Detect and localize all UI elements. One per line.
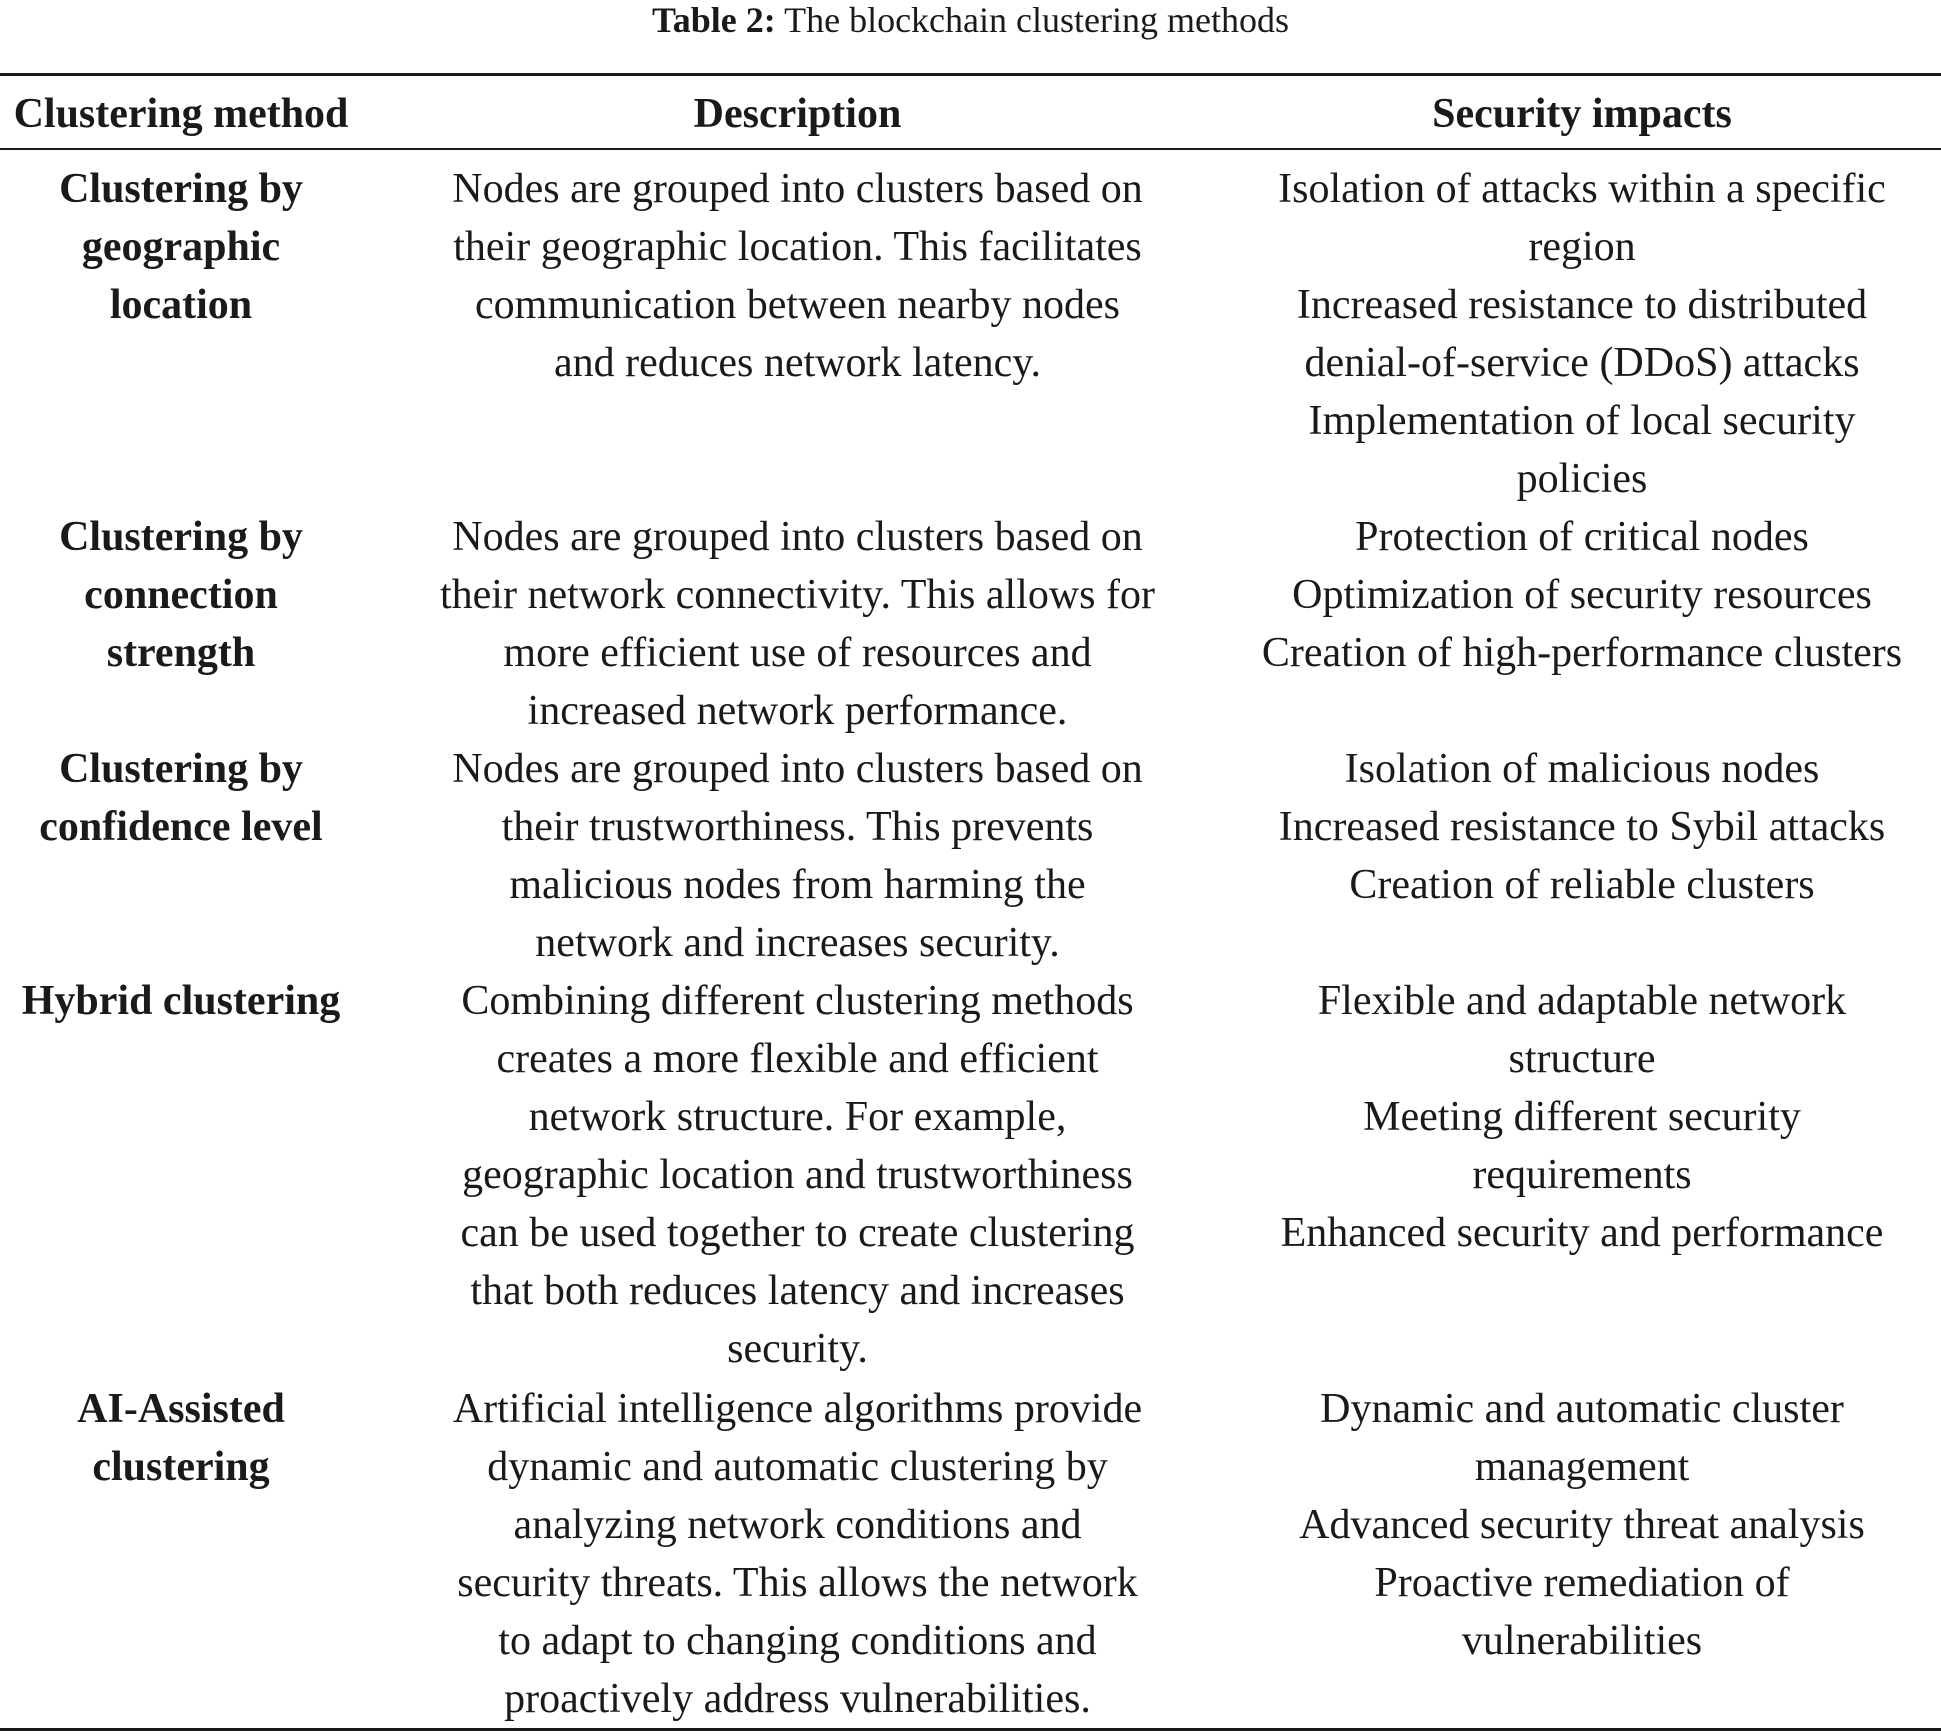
security-cell	[1223, 508, 1941, 682]
security-line: Proactive remediation of	[1374, 1560, 1790, 1606]
description-line: Artificial intelligence algorithms provide	[452, 1386, 1143, 1432]
description-line: that both reduces latency and increases	[470, 1268, 1125, 1314]
security-line: Increased resistance to Sybil attacks	[1278, 804, 1886, 850]
description-line: Nodes are grouped into clusters based on	[452, 166, 1143, 212]
header-rule	[0, 148, 1941, 150]
security-line: Dynamic and automatic cluster	[1320, 1386, 1844, 1432]
method-cell	[0, 740, 362, 856]
security-cell	[1223, 972, 1941, 1262]
security-cell	[1223, 1380, 1941, 1670]
security-line: Flexible and adaptable network	[1317, 978, 1847, 1024]
description-cell	[400, 508, 1195, 740]
method-line: connection	[84, 572, 278, 618]
description-cell	[400, 1380, 1195, 1728]
method-cell	[0, 1380, 362, 1496]
method-line: AI-Assisted	[77, 1386, 285, 1432]
security-line: Meeting different security	[1363, 1094, 1801, 1140]
security-line: management	[1474, 1444, 1690, 1490]
description-line: Combining different clustering methods	[461, 978, 1134, 1024]
security-line: Advanced security threat analysis	[1299, 1502, 1865, 1548]
description-line: increased network performance.	[527, 688, 1068, 734]
description-line: proactively address vulnerabilities.	[504, 1676, 1091, 1722]
description-line: and reduces network latency.	[553, 340, 1042, 386]
description-line: can be used together to create clustering	[460, 1210, 1135, 1256]
security-line: denial-of-service (DDoS) attacks	[1304, 340, 1860, 386]
table-caption	[0, 0, 1941, 40]
security-line: policies	[1516, 456, 1648, 502]
description-line: geographic location and trustworthiness	[462, 1152, 1133, 1198]
table-caption-label: Table 2:	[652, 0, 776, 40]
description-line: their network connectivity. This allows for	[439, 572, 1155, 618]
bottom-rule	[0, 1728, 1941, 1731]
method-cell	[0, 160, 362, 334]
description-line: creates a more flexible and efficient	[496, 1036, 1099, 1082]
method-line: geographic	[81, 224, 281, 270]
method-cell	[0, 508, 362, 682]
security-line: Protection of critical nodes	[1355, 514, 1809, 560]
description-line: more efficient use of resources and	[503, 630, 1092, 676]
description-line: Nodes are grouped into clusters based on	[452, 746, 1143, 792]
description-line: security threats. This allows the network	[457, 1560, 1138, 1606]
method-line: Clustering by	[59, 166, 303, 212]
security-cell	[1223, 160, 1941, 508]
description-line: security.	[727, 1326, 868, 1372]
method-line: Hybrid clustering	[21, 978, 341, 1024]
header-description: Description	[693, 91, 902, 137]
security-cell	[1223, 740, 1941, 914]
security-line: Optimization of security resources	[1292, 572, 1872, 618]
security-line: structure	[1508, 1036, 1656, 1082]
method-line: location	[109, 282, 253, 328]
security-line: requirements	[1472, 1152, 1692, 1198]
method-line: strength	[106, 630, 256, 676]
top-rule	[0, 73, 1941, 76]
security-line: Increased resistance to distributed	[1296, 282, 1868, 328]
method-cell	[0, 972, 362, 1030]
description-cell	[400, 972, 1195, 1378]
description-line: dynamic and automatic clustering by	[487, 1444, 1108, 1490]
method-line: confidence level	[39, 804, 323, 850]
security-line: Implementation of local security	[1308, 398, 1856, 444]
security-line: vulnerabilities	[1461, 1618, 1703, 1664]
description-line: network and increases security.	[535, 920, 1060, 966]
description-line: communication between nearby nodes	[475, 282, 1120, 328]
description-line: to adapt to changing conditions and	[498, 1618, 1097, 1664]
header-security-impacts: Security impacts	[1432, 91, 1732, 137]
description-line: malicious nodes from harming the	[509, 862, 1086, 908]
description-line: their trustworthiness. This prevents	[501, 804, 1094, 850]
method-line: clustering	[92, 1444, 270, 1490]
table-caption-text: The blockchain clustering methods	[784, 0, 1289, 40]
description-cell	[400, 740, 1195, 972]
security-line: Creation of reliable clusters	[1349, 862, 1815, 908]
table-header	[0, 86, 1941, 142]
description-line: Nodes are grouped into clusters based on	[452, 514, 1143, 560]
header-clustering-method: Clustering method	[13, 91, 349, 137]
security-line: Isolation of malicious nodes	[1344, 746, 1820, 792]
security-line: Isolation of attacks within a specific	[1278, 166, 1886, 212]
method-line: Clustering by	[59, 746, 303, 792]
description-line: analyzing network conditions and	[513, 1502, 1082, 1548]
description-line: their geographic location. This facilitates	[453, 224, 1142, 270]
security-line: Creation of high-performance clusters	[1261, 630, 1903, 676]
method-line: Clustering by	[59, 514, 303, 560]
security-line: Enhanced security and performance	[1280, 1210, 1884, 1256]
description-cell	[400, 160, 1195, 392]
security-line: region	[1528, 224, 1636, 270]
description-line: network structure. For example,	[528, 1094, 1067, 1140]
